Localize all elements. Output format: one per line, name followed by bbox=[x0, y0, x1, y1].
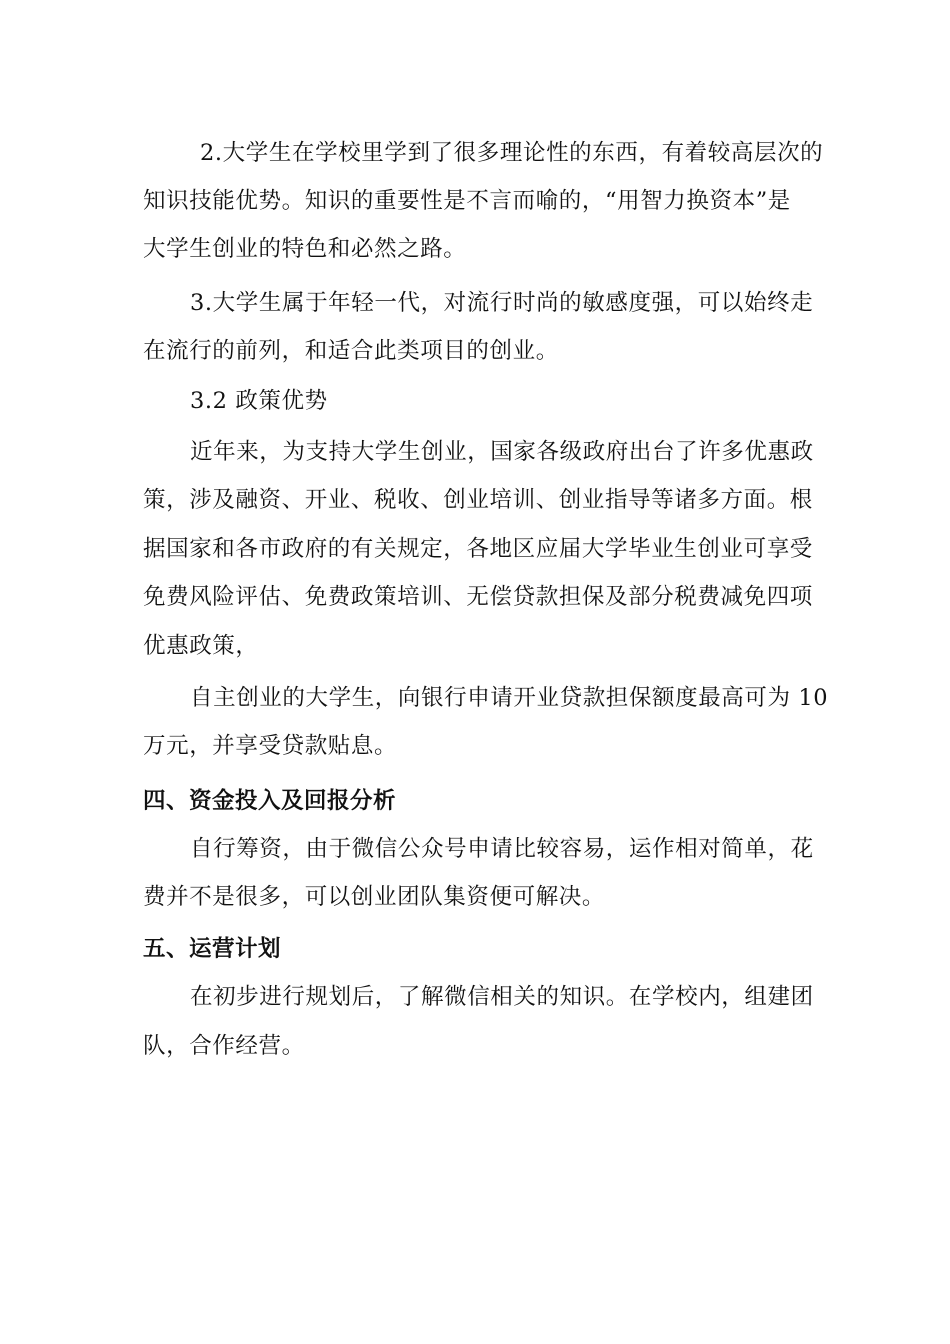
paragraph-line: 据国家和各市政府的有关规定，各地区应届大学毕业生创业可享受 bbox=[143, 536, 813, 562]
paragraph-line: 大学生创业的特色和必然之路。 bbox=[143, 236, 467, 262]
paragraph-line: 在初步进行规划后，了解微信相关的知识。在学校内，组建团 bbox=[190, 984, 814, 1010]
paragraph-line: 2.大学生在学校里学到了很多理论性的东西，有着较高层次的 bbox=[200, 140, 824, 166]
paragraph-line: 知识技能优势。知识的重要性是不言而喻的，“用智力换资本”是 bbox=[143, 188, 791, 214]
paragraph-line: 自行筹资，由于微信公众号申请比较容易，运作相对简单，花 bbox=[190, 836, 814, 862]
section-heading: 3.2 政策优势 bbox=[190, 388, 328, 414]
chapter-heading: 五、运营计划 bbox=[143, 936, 282, 962]
chapter-heading: 四、资金投入及回报分析 bbox=[143, 788, 397, 814]
paragraph-line: 万元，并享受贷款贴息。 bbox=[143, 733, 398, 759]
paragraph-line: 队，合作经营。 bbox=[143, 1033, 305, 1059]
paragraph-line: 费并不是很多，可以创业团队集资便可解决。 bbox=[143, 884, 606, 910]
paragraph-line: 策，涉及融资、开业、税收、创业培训、创业指导等诸多方面。根 bbox=[143, 487, 813, 513]
paragraph-line: 优惠政策， bbox=[143, 633, 259, 659]
paragraph-line: 近年来，为支持大学生创业，国家各级政府出台了许多优惠政 bbox=[190, 439, 814, 465]
paragraph-line: 3.大学生属于年轻一代，对流行时尚的敏感度强，可以始终走 bbox=[190, 290, 814, 316]
paragraph-line: 在流行的前列，和适合此类项目的创业。 bbox=[143, 338, 559, 364]
paragraph-line: 自主创业的大学生，向银行申请开业贷款担保额度最高可为 10 bbox=[190, 685, 829, 711]
paragraph-line: 免费风险评估、免费政策培训、无偿贷款担保及部分税费减免四项 bbox=[143, 584, 813, 610]
